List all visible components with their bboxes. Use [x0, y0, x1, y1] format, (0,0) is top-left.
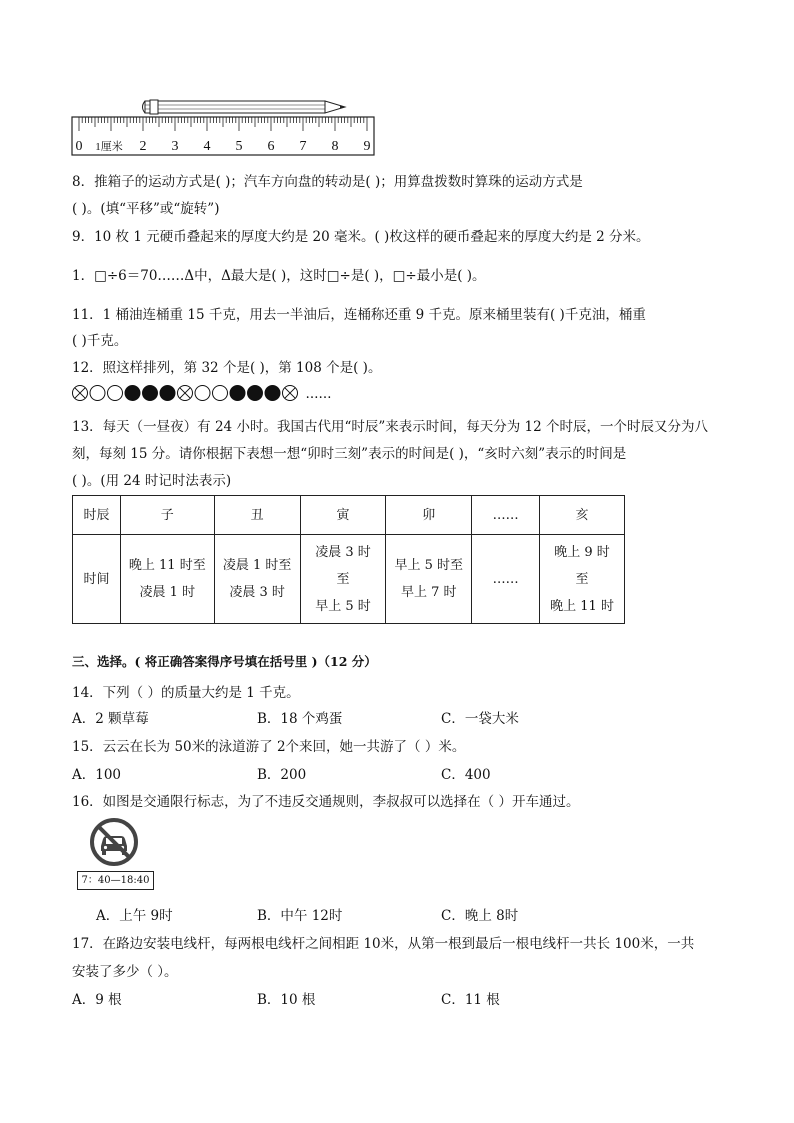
table-row — [73, 535, 625, 624]
cell-line: 早上 5 时 — [315, 598, 371, 614]
question-14: 14．下列（ ）的质量大约是 1 千克。 — [72, 685, 300, 701]
filled-circle-icon — [160, 386, 175, 401]
pencil-icon — [143, 100, 346, 114]
question-15: 15．云云在长为 50米的泳道游了 2个来回，她一共游了（ ）米。 — [72, 739, 466, 755]
question-17-line2: 安装了多少（ ）。 — [72, 964, 178, 980]
hollow-circle-icon — [213, 386, 228, 401]
question-13-line1: 13．每天（一昼夜）有 24 小时。我国古代用“时辰”来表示时间，每天分为 12 个时辰，一个时辰又分为八 — [72, 419, 709, 435]
cell-line: 至 — [336, 571, 350, 587]
option-a: A．9 根 — [72, 992, 122, 1008]
ruler-label: 6 — [267, 139, 275, 154]
cell-line: 晚上 11 时 — [550, 598, 614, 614]
filled-circle-icon — [265, 386, 280, 401]
question-10: 1．□÷6＝70……Δ中，Δ最大是( )，这时□÷是( )，□÷最小是( )。 — [72, 268, 486, 284]
table-cell — [300, 535, 386, 624]
cell-line: 凌晨 3 时 — [229, 585, 285, 600]
crossed-circle-icon — [178, 386, 193, 401]
table-cell — [472, 535, 540, 624]
cell-line: 早上 5 时至 — [394, 558, 464, 573]
question-16: 16．如图是交通限行标志，为了不违反交通规则，李叔叔可以选择在（ ）开车通过。 — [72, 794, 580, 810]
ruler-label: 0 — [75, 139, 83, 154]
filled-circle-icon — [125, 386, 140, 401]
table-cell — [540, 535, 625, 624]
cell-line: 至 — [575, 571, 589, 587]
question-13-line3: ( )。(用 24 时记时法表示) — [72, 473, 232, 489]
option-c: C．400 — [441, 767, 491, 783]
table-header-cell: 丑 — [214, 496, 300, 535]
crossed-circle-icon — [283, 386, 298, 401]
cell-line: 凌晨 1 时 — [139, 585, 196, 600]
table-header-cell: 时辰 — [73, 496, 121, 535]
section-3-title: 三、选择。( 将正确答案得序号填在括号里 )（12 分） — [72, 654, 377, 669]
option-b: B．18 个鸡蛋 — [257, 711, 343, 727]
option-a: A．2 颗草莓 — [72, 711, 149, 727]
pattern-sequence — [72, 383, 342, 403]
cell-line: 晚上 11 时至 — [128, 558, 206, 573]
question-11-line2: ( )千克。 — [72, 333, 128, 349]
table-cell — [386, 535, 472, 624]
filled-circle-icon — [143, 386, 158, 401]
question-11-line1: 11．1 桶油连桶重 15 千克，用去一半油后，连桶称还重 9 千克。原来桶里装有( )千克油，桶重 — [72, 307, 646, 323]
filled-circle-icon — [230, 386, 245, 401]
table-header-row — [73, 496, 625, 535]
crossed-circle-icon — [73, 386, 88, 401]
sequence-ellipsis: …… — [305, 387, 332, 402]
ruler-label: 9 — [363, 139, 371, 154]
table-cell — [214, 535, 300, 624]
table-header-cell: …… — [472, 496, 540, 535]
cell-line: 凌晨 1 时至 — [222, 558, 292, 573]
ruler-label: 7 — [299, 139, 307, 154]
question-8-line1: 8．推箱子的运动方式是( )；汽车方向盘的转动是( )；用算盘拨数时算珠的运动方式是 — [72, 174, 583, 190]
question-17-line1: 17．在路边安装电线杆，每两根电线杆之间相距 10米，从第一根到最后一根电线杆一共长 100米，一共 — [72, 936, 695, 952]
ruler-label: 8 — [331, 139, 339, 154]
ruler-label: 3 — [171, 139, 179, 154]
table-header-cell: 子 — [120, 496, 214, 535]
filled-circle-icon — [248, 386, 263, 401]
option-a: A．100 — [72, 767, 122, 783]
question-8-line2: ( )。(填“平移”或“旋转”) — [72, 201, 220, 217]
pattern-shapes — [72, 383, 342, 403]
ruler-label: 2 — [139, 139, 147, 154]
option-b: B．中午 12时 — [257, 908, 343, 924]
cell-line: 早上 7 时 — [401, 585, 457, 600]
option-c: C．晚上 8时 — [441, 908, 519, 924]
ruler-figure — [70, 95, 378, 157]
table-row-label: 时间 — [73, 535, 121, 624]
cell-line: …… — [492, 571, 519, 587]
option-b: B．200 — [257, 767, 307, 783]
ruler-label: 1厘米 — [95, 141, 123, 153]
ruler-label: 5 — [235, 139, 243, 154]
sign-time-label: 7：40—18:40 — [77, 871, 154, 890]
table-cell — [120, 535, 214, 624]
shichen-table — [72, 495, 625, 624]
option-c: C．一袋大米 — [441, 711, 519, 727]
question-13-line2: 刻，每刻 15 分。请你根据下表想一想“卯时三刻”表示的时间是( )，“亥时六刻”表示的时间是 — [72, 446, 627, 462]
question-12: 12．照这样排列，第 32 个是( )，第 108 个是( )。 — [72, 360, 382, 376]
option-b: B．10 根 — [257, 992, 316, 1008]
table-header-cell: 寅 — [300, 496, 386, 535]
hollow-circle-icon — [195, 386, 210, 401]
cell-line: 晚上 9 时 — [554, 544, 610, 560]
table-header-cell: 卯 — [386, 496, 472, 535]
ruler-label: 4 — [203, 139, 211, 154]
no-car-sign-icon — [90, 818, 138, 866]
question-9: 9．10 枚 1 元硬币叠起来的厚度大约是 20 毫米。( )枚这样的硬币叠起来的厚度大约是 2 分米。 — [72, 229, 650, 245]
option-a: A．上午 9时 — [96, 908, 173, 924]
table-header-cell: 亥 — [540, 496, 625, 535]
hollow-circle-icon — [108, 386, 123, 401]
option-c: C．11 根 — [441, 992, 500, 1008]
hollow-circle-icon — [90, 386, 105, 401]
cell-line: 凌晨 3 时 — [315, 544, 371, 560]
